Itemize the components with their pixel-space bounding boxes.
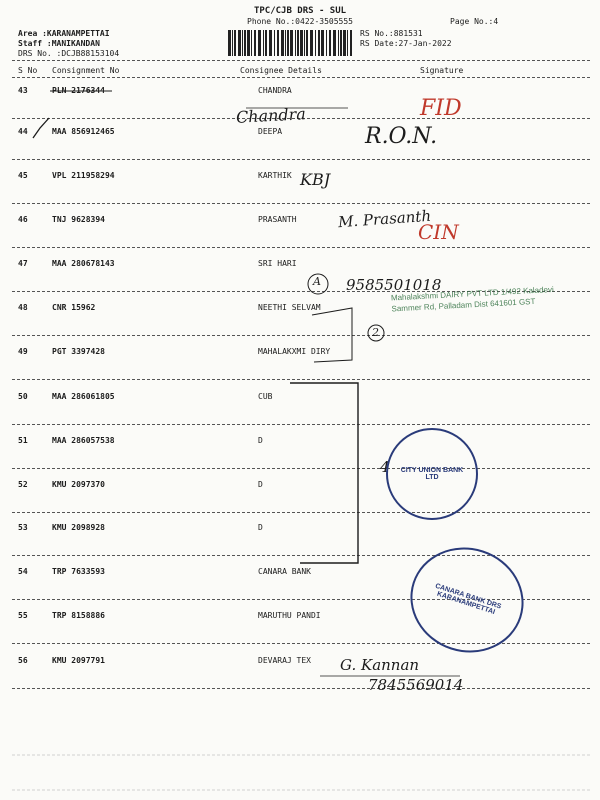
signature-prasanth: M. Prasanth (337, 206, 432, 232)
row-consignment: PLN 2176344 (52, 86, 105, 95)
bracket-48-49 (312, 308, 352, 362)
signature-deepa: R.O.N. (365, 124, 438, 149)
row-consignee: DEEPA (258, 127, 283, 136)
row-consignment: KMU 2097791 (52, 656, 105, 665)
row-sno: 52 (18, 480, 28, 489)
area-label: Area :KARANAMPETTAI (18, 29, 110, 38)
circled-a: A (313, 275, 321, 288)
row-sno: 54 (18, 567, 28, 576)
row-sno: 49 (18, 347, 28, 356)
devaraj-phone: 7845569014 (368, 676, 464, 694)
row-sno: 43 (18, 86, 28, 95)
row-sno: 46 (18, 215, 28, 224)
row-consignee: D (258, 523, 263, 532)
row-sno: 45 (18, 171, 28, 180)
row-consignment: KMU 2097370 (52, 480, 105, 489)
signature-karthik: KBJ (300, 170, 331, 189)
row-consignment: MAA 280678143 (52, 259, 115, 268)
row-sno: 44 (18, 127, 28, 136)
circled-4: 4 (380, 458, 390, 476)
check-mark (33, 118, 49, 138)
row-sno: 55 (18, 611, 28, 620)
row-consignment: VPL 211958294 (52, 171, 115, 180)
row-consignee: KARTHIK (258, 171, 292, 180)
row-sno: 47 (18, 259, 28, 268)
col-consignee: Consignee Details (240, 66, 322, 75)
row-consignee: MARUTHU PANDI (258, 611, 321, 620)
row-consignment: CNR 15962 (52, 303, 96, 312)
row-sno: 53 (18, 523, 28, 532)
row-consignment: PGT 3397428 (52, 347, 105, 356)
page-number: Page No.:4 (450, 17, 499, 26)
row-consignee: MAHALAKXMI DIRY (258, 347, 331, 356)
circled-2: 2 (372, 326, 379, 339)
row-consignee: CANARA BANK (258, 567, 311, 576)
row-consignment: MAA 286057538 (52, 436, 115, 445)
fid-note: FID (420, 96, 462, 121)
row-consignee: CHANDRA (258, 86, 292, 95)
row-consignment: TNJ 9628394 (52, 215, 105, 224)
signature-chandra: Chandra (235, 104, 307, 127)
cin-note: CIN (418, 220, 459, 244)
row-consignee: D (258, 436, 263, 445)
row-consignment: TRP 8158886 (52, 611, 105, 620)
row-consignee: PRASANTH (258, 215, 297, 224)
row-sno: 48 (18, 303, 28, 312)
cub-seal (386, 428, 478, 520)
row-consignee: D (258, 480, 263, 489)
drs-number: DRS No. :DCJB88153104 (18, 49, 120, 58)
row-sno: 50 (18, 392, 28, 401)
dairy-stamp (391, 284, 564, 349)
row-consignee: CUB (258, 392, 273, 401)
rs-date: RS Date:27-Jan-2022 (360, 39, 452, 48)
row-consignee: SRI HARI (258, 259, 297, 268)
row-consignee: NEETHI SELVAM (258, 303, 321, 312)
col-signature: Signature (420, 66, 464, 75)
phone-note: 9585501018 (346, 276, 442, 294)
row-sno: 51 (18, 436, 28, 445)
col-sno: S No (18, 66, 38, 75)
row-consignee: DEVARAJ TEX (258, 656, 311, 665)
row-consignment: TRP 7633593 (52, 567, 105, 576)
row-consignment: KMU 2098928 (52, 523, 105, 532)
row-sno: 56 (18, 656, 28, 665)
col-consignment: Consignment No (52, 66, 120, 75)
canara-seal-text: CANARA BANK DRS KARANAMPETTAI (434, 582, 502, 617)
row-consignment: MAA 856912465 (52, 127, 115, 136)
cub-seal-text: CITY UNION BANK LTD (400, 467, 464, 481)
dairy-stamp-text: Mahalakshmi DAIRY PVT LTD 1/492 Kaladevi Sammer Rd, Palladam Dist 641601 GST (390, 284, 554, 314)
document-title: TPC/CJB DRS - SUL (253, 6, 347, 16)
row-consignment: MAA 286061805 (52, 392, 115, 401)
phone-number: Phone No.:0422-3505555 (247, 17, 353, 26)
rs-number: RS No.:881531 (360, 29, 423, 38)
staff-label: Staff :MANIKANDAN (18, 39, 100, 48)
signature-devaraj: G. Kannan (340, 656, 420, 674)
bracket-50-53 (290, 383, 358, 563)
